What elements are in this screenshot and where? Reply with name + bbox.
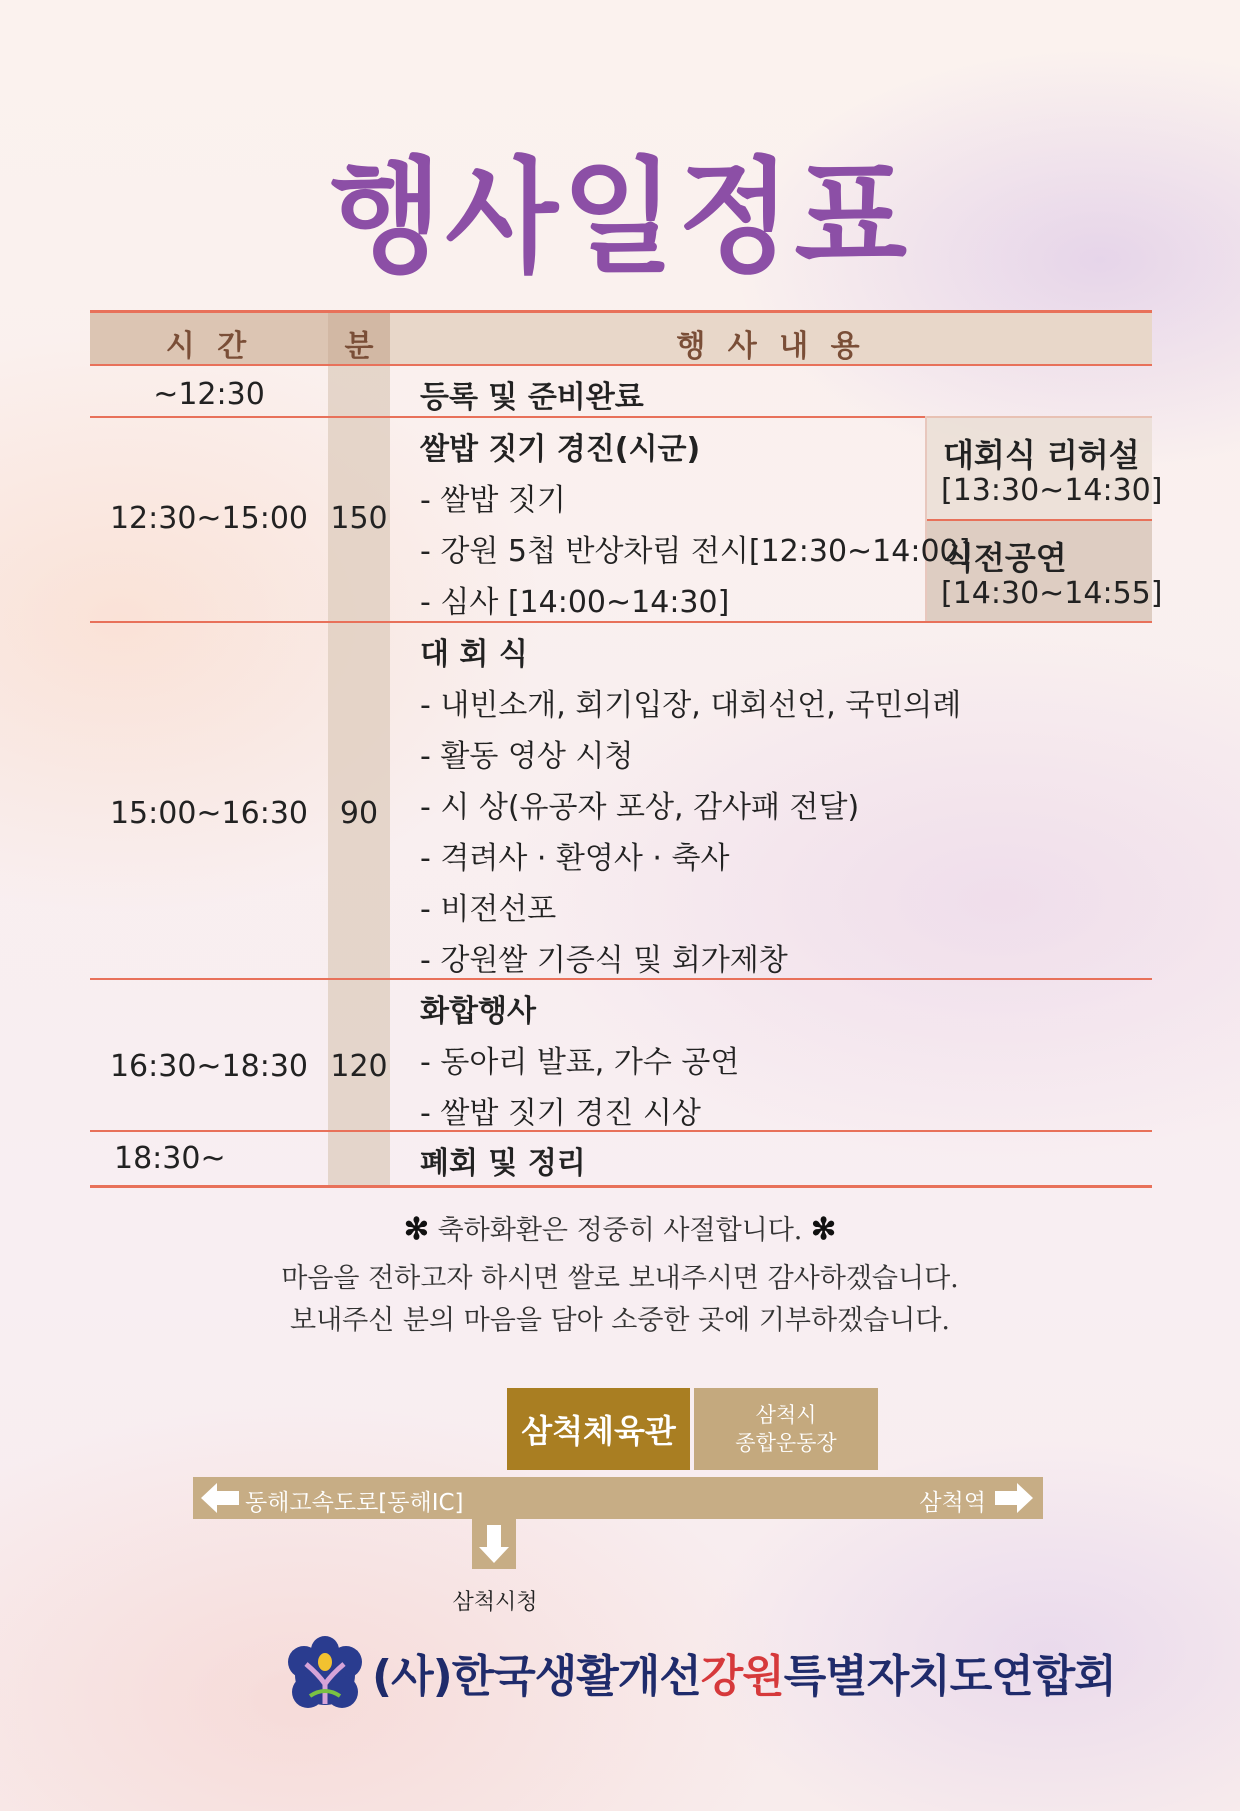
row-minutes: 90: [339, 796, 379, 831]
org-prefix: (사)한국생활개선: [372, 1651, 701, 1702]
row-minutes: 150: [330, 501, 388, 536]
row-item: - 심사 [14:00~14:30]: [420, 585, 730, 620]
organization-logo-icon: [284, 1634, 366, 1716]
arrow-right-icon: [993, 1483, 1033, 1513]
notice-line-3: 보내주신 분의 마음을 담아 소중한 곳에 기부하겠습니다.: [290, 1305, 950, 1336]
row-title: 폐회 및 정리: [420, 1146, 586, 1181]
arrow-left-icon: [201, 1483, 241, 1513]
row-item: - 동아리 발표, 가수 공연: [420, 1045, 740, 1080]
row-item: - 시 상(유공자 포상, 감사패 전달): [420, 790, 860, 825]
side-performance-time: [14:30~14:55]: [941, 576, 1163, 611]
row-time: ~12:30: [153, 377, 265, 412]
row-minutes: 120: [330, 1049, 388, 1084]
stadium-label-2: 종합운동장: [735, 1431, 837, 1455]
row-title: 대 회 식: [420, 637, 528, 672]
row-item: - 강원 5첩 반상차림 전시[12:30~14:00]: [420, 534, 971, 569]
header-minutes: 분: [344, 329, 374, 364]
row-item: - 활동 영상 시청: [420, 739, 634, 774]
city-hall-label: 삼척시청: [452, 1590, 538, 1615]
side-rehearsal-time: [13:30~14:30]: [941, 473, 1163, 508]
row-item: - 격려사 · 환영사 · 축사: [420, 841, 730, 876]
org-accent: 강원: [700, 1651, 784, 1702]
side-divider: [927, 519, 1152, 521]
side-border: [925, 416, 927, 621]
row-item: - 쌀밥 짓기: [420, 483, 566, 518]
schedule-table: [90, 310, 1163, 1188]
notice-line-2: 마음을 전하고자 하시면 쌀로 보내주시면 감사하겠습니다.: [281, 1263, 959, 1294]
stadium-label-1: 삼척시: [755, 1403, 817, 1427]
venue-gym: 삼척체육관: [507, 1388, 690, 1470]
road-map: [193, 1477, 1043, 1519]
row-item: - 쌀밥 짓기 경진 시상: [420, 1096, 701, 1131]
page-title: 행사일정표: [329, 146, 911, 290]
side-performance-title: 식전공연: [943, 539, 1067, 577]
venue-stadium: [694, 1388, 878, 1470]
road-down: [472, 1519, 516, 1569]
row-item: - 강원쌀 기증식 및 회가제창: [420, 943, 788, 978]
side-rehearsal-title: 대회식 리허설: [943, 436, 1140, 474]
header-content: 행 사 내 용: [676, 329, 866, 364]
row-item: - 비전선포: [420, 892, 557, 927]
road-right-label: 삼척역: [919, 1490, 986, 1516]
row-title: 화합행사: [420, 994, 536, 1029]
row-time: 15:00~16:30: [109, 796, 309, 831]
org-suffix: 특별자치도연합회: [783, 1651, 1116, 1702]
row-time: 18:30~: [114, 1141, 226, 1176]
asterisk-icon: ✻: [403, 1212, 429, 1247]
notice-line-1: [0, 1208, 1240, 1247]
row-title: 등록 및 준비완료: [420, 380, 644, 415]
row-title: 쌀밥 짓기 경진(시군): [420, 432, 701, 467]
row-divider: [90, 364, 1152, 366]
row-item: - 내빈소개, 회기입장, 대회선언, 국민의례: [420, 688, 962, 723]
row-time: 12:30~15:00: [109, 501, 309, 536]
arrow-down-icon: [479, 1525, 509, 1563]
organization-name: [372, 1640, 1116, 1704]
road-left-label: 동해고속도로[동해IC]: [245, 1490, 464, 1516]
row-time: 16:30~18:30: [109, 1049, 309, 1084]
notice-text: 축하화환은 정중히 사절합니다.: [437, 1215, 803, 1246]
row-divider: [90, 621, 1152, 623]
header-time: 시 간: [165, 329, 253, 364]
asterisk-icon: ✻: [811, 1212, 837, 1247]
